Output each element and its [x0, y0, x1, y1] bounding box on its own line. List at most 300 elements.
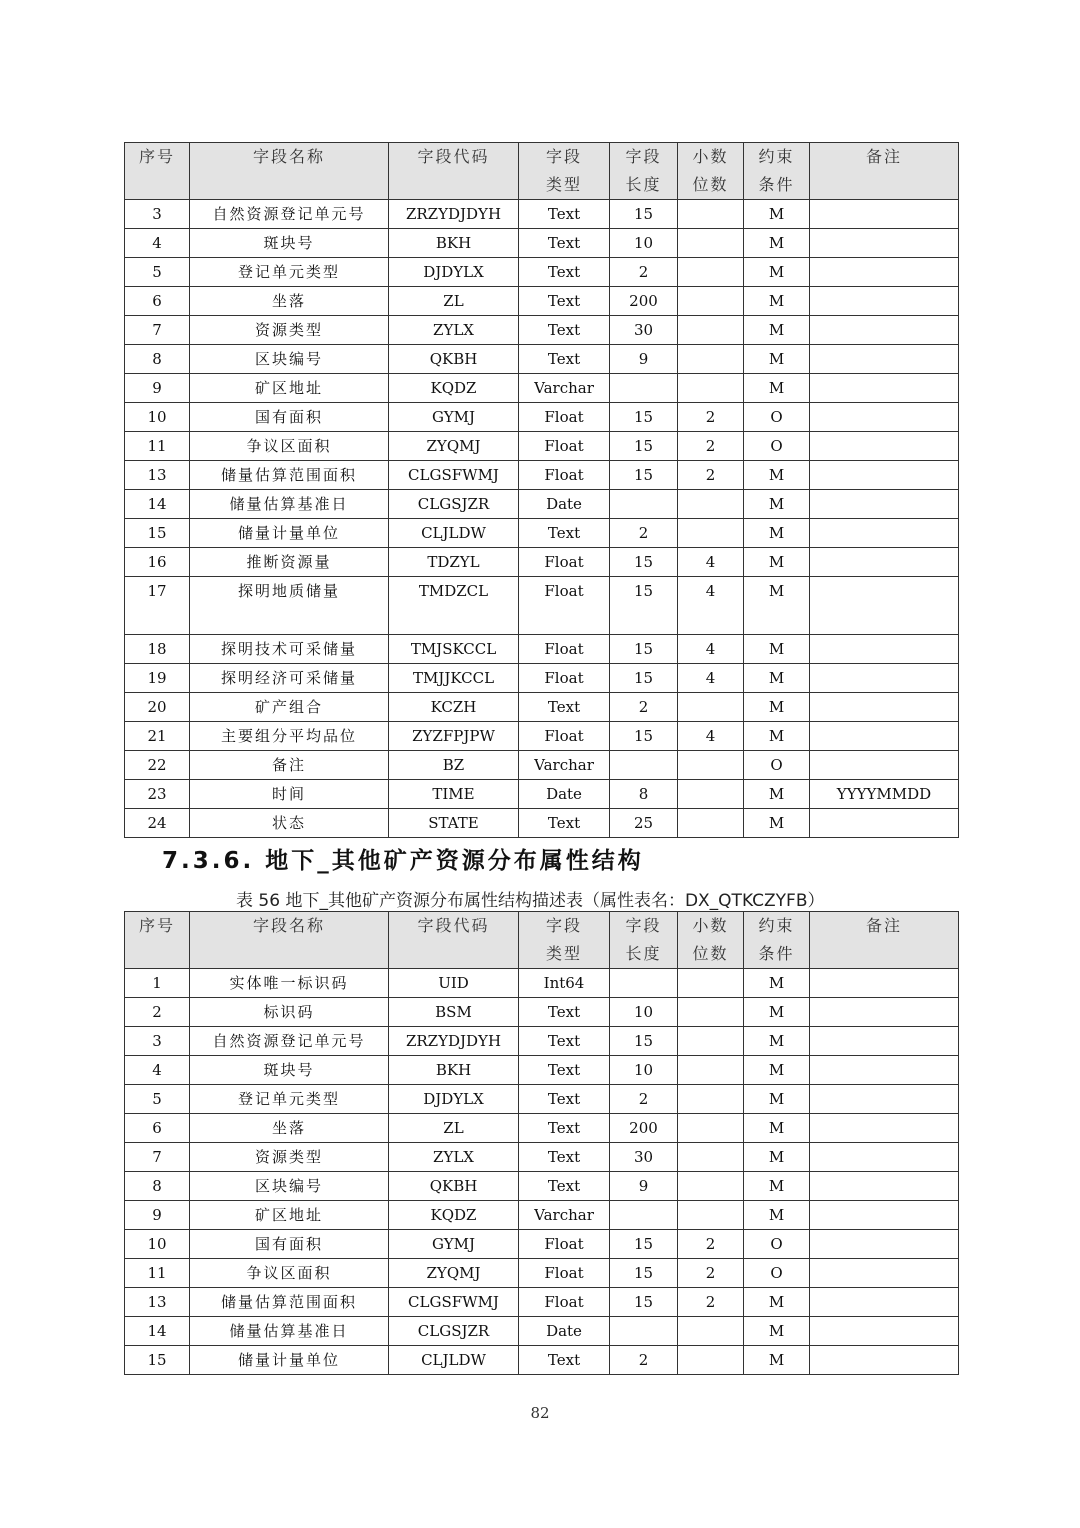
table-row: [125, 809, 959, 838]
cell-type: Text: [519, 998, 610, 1027]
cell-length: 2: [610, 258, 678, 287]
cell-type: Float: [519, 432, 610, 461]
cell-remarks: [810, 1259, 959, 1288]
cell-seq: 11: [125, 1259, 190, 1288]
cell-type: Varchar: [519, 751, 610, 780]
cell-seq: 5: [125, 1085, 190, 1114]
cell-type: Text: [519, 1085, 610, 1114]
cell-decimals: [678, 998, 744, 1027]
cell-code: TDZYL: [389, 548, 519, 577]
cell-decimals: 2: [678, 1288, 744, 1317]
cell-name: 储量计量单位: [190, 519, 389, 548]
cell-constraint: M: [744, 1143, 810, 1172]
cell-code: UID: [389, 969, 519, 998]
cell-type: Text: [519, 200, 610, 229]
table-row: [125, 316, 959, 345]
table-row: [125, 1317, 959, 1346]
cell-seq: 9: [125, 374, 190, 403]
cell-type: Text: [519, 1027, 610, 1056]
cell-remarks: [810, 1143, 959, 1172]
cell-seq: 11: [125, 432, 190, 461]
header-length: 字段 长度: [610, 143, 678, 200]
cell-constraint: M: [744, 490, 810, 519]
cell-type: Varchar: [519, 374, 610, 403]
cell-type: Float: [519, 664, 610, 693]
cell-remarks: [810, 1201, 959, 1230]
cell-constraint: M: [744, 1085, 810, 1114]
header-constraint: 约束 条件: [744, 143, 810, 200]
cell-code: ZYLX: [389, 316, 519, 345]
cell-type: Varchar: [519, 1201, 610, 1230]
cell-seq: 21: [125, 722, 190, 751]
cell-seq: 7: [125, 1143, 190, 1172]
cell-remarks: [810, 200, 959, 229]
cell-seq: 3: [125, 1027, 190, 1056]
cell-decimals: [678, 1085, 744, 1114]
cell-type: Text: [519, 1346, 610, 1375]
table-row: [125, 722, 959, 751]
cell-seq: 4: [125, 1056, 190, 1085]
cell-length: 15: [610, 432, 678, 461]
cell-length: 2: [610, 1346, 678, 1375]
cell-name: 状态: [190, 809, 389, 838]
cell-constraint: M: [744, 1027, 810, 1056]
cell-decimals: [678, 1027, 744, 1056]
table-row: [125, 345, 959, 374]
cell-constraint: M: [744, 374, 810, 403]
cell-length: 9: [610, 345, 678, 374]
cell-length: [610, 751, 678, 780]
table-row: [125, 403, 959, 432]
cell-code: BSM: [389, 998, 519, 1027]
cell-decimals: 4: [678, 664, 744, 693]
cell-type: Text: [519, 1143, 610, 1172]
cell-seq: 13: [125, 461, 190, 490]
table-row: [125, 1259, 959, 1288]
cell-length: 2: [610, 693, 678, 722]
cell-code: ZL: [389, 287, 519, 316]
cell-seq: 22: [125, 751, 190, 780]
header-code: 字段代码: [389, 143, 519, 200]
cell-remarks: [810, 635, 959, 664]
cell-seq: 14: [125, 490, 190, 519]
cell-code: CLGSFWMJ: [389, 461, 519, 490]
cell-constraint: M: [744, 519, 810, 548]
cell-name: 推断资源量: [190, 548, 389, 577]
cell-remarks: [810, 287, 959, 316]
cell-name: 储量估算范围面积: [190, 461, 389, 490]
table-row: [125, 548, 959, 577]
table-row: [125, 432, 959, 461]
header-decimals: 小数 位数: [678, 912, 744, 969]
cell-decimals: [678, 1056, 744, 1085]
table-row: [125, 1346, 959, 1375]
cell-seq: 24: [125, 809, 190, 838]
cell-remarks: [810, 1317, 959, 1346]
cell-seq: 23: [125, 780, 190, 809]
cell-length: [610, 1317, 678, 1346]
cell-decimals: [678, 519, 744, 548]
cell-remarks: [810, 998, 959, 1027]
cell-code: ZL: [389, 1114, 519, 1143]
cell-name: 坐落: [190, 287, 389, 316]
page-number: 82: [530, 1404, 550, 1422]
table-row: [125, 635, 959, 664]
cell-code: ZYQMJ: [389, 432, 519, 461]
cell-decimals: [678, 1114, 744, 1143]
cell-seq: 2: [125, 998, 190, 1027]
cell-remarks: [810, 809, 959, 838]
cell-remarks: [810, 1346, 959, 1375]
cell-type: Float: [519, 461, 610, 490]
cell-code: QKBH: [389, 345, 519, 374]
cell-type: Text: [519, 1114, 610, 1143]
header-remarks: 备注: [810, 912, 959, 969]
cell-constraint: M: [744, 1288, 810, 1317]
cell-code: BKH: [389, 229, 519, 258]
cell-decimals: [678, 1317, 744, 1346]
cell-constraint: M: [744, 998, 810, 1027]
cell-name: 区块编号: [190, 1172, 389, 1201]
cell-code: KCZH: [389, 693, 519, 722]
cell-length: 30: [610, 316, 678, 345]
cell-decimals: [678, 345, 744, 374]
cell-decimals: [678, 490, 744, 519]
table-row: [125, 490, 959, 519]
cell-code: CLGSJZR: [389, 490, 519, 519]
cell-decimals: [678, 1201, 744, 1230]
cell-name: 资源类型: [190, 1143, 389, 1172]
cell-decimals: [678, 1172, 744, 1201]
table-header: [125, 143, 959, 200]
header-name: 字段名称: [190, 912, 389, 969]
cell-seq: 8: [125, 345, 190, 374]
cell-code: DJDYLX: [389, 258, 519, 287]
cell-type: Text: [519, 229, 610, 258]
cell-remarks: [810, 1114, 959, 1143]
cell-decimals: [678, 316, 744, 345]
table-row: [125, 1056, 959, 1085]
cell-type: Float: [519, 577, 610, 635]
header-seq: 序号: [125, 143, 190, 200]
table-row: [125, 461, 959, 490]
cell-length: 10: [610, 998, 678, 1027]
cell-remarks: [810, 1288, 959, 1317]
cell-length: [610, 969, 678, 998]
cell-remarks: [810, 1027, 959, 1056]
table-body: [125, 969, 959, 1375]
cell-name: 标识码: [190, 998, 389, 1027]
cell-constraint: M: [744, 693, 810, 722]
cell-seq: 9: [125, 1201, 190, 1230]
cell-remarks: [810, 693, 959, 722]
cell-seq: 6: [125, 1114, 190, 1143]
cell-decimals: 4: [678, 722, 744, 751]
cell-code: DJDYLX: [389, 1085, 519, 1114]
cell-seq: 15: [125, 519, 190, 548]
table-row: [125, 577, 959, 635]
cell-decimals: [678, 780, 744, 809]
cell-code: ZRZYDJDYH: [389, 1027, 519, 1056]
cell-type: Text: [519, 519, 610, 548]
cell-constraint: M: [744, 1346, 810, 1375]
cell-constraint: M: [744, 258, 810, 287]
cell-decimals: 2: [678, 1230, 744, 1259]
cell-name: 主要组分平均品位: [190, 722, 389, 751]
cell-length: 10: [610, 1056, 678, 1085]
cell-length: 200: [610, 287, 678, 316]
cell-name: 自然资源登记单元号: [190, 200, 389, 229]
cell-decimals: [678, 229, 744, 258]
cell-seq: 20: [125, 693, 190, 722]
cell-constraint: M: [744, 1056, 810, 1085]
cell-seq: 14: [125, 1317, 190, 1346]
cell-name: 国有面积: [190, 1230, 389, 1259]
cell-length: 2: [610, 1085, 678, 1114]
cell-seq: 1: [125, 969, 190, 998]
header-type: 字段 类型: [519, 143, 610, 200]
table-row: [125, 200, 959, 229]
cell-length: 2: [610, 519, 678, 548]
cell-length: 15: [610, 577, 678, 635]
cell-remarks: [810, 229, 959, 258]
cell-code: TMJSKCCL: [389, 635, 519, 664]
cell-decimals: [678, 693, 744, 722]
cell-code: BKH: [389, 1056, 519, 1085]
cell-code: TMJJKCCL: [389, 664, 519, 693]
cell-constraint: M: [744, 287, 810, 316]
cell-type: Text: [519, 345, 610, 374]
cell-code: CLGSJZR: [389, 1317, 519, 1346]
section-heading: 7.3.6. 地下_其他矿产资源分布属性结构: [162, 848, 644, 874]
attribute-table-continued: [124, 142, 959, 838]
table-row: [125, 998, 959, 1027]
cell-name: 矿产组合: [190, 693, 389, 722]
cell-name: 自然资源登记单元号: [190, 1027, 389, 1056]
cell-decimals: [678, 809, 744, 838]
table-row: [125, 1143, 959, 1172]
cell-decimals: [678, 374, 744, 403]
cell-remarks: [810, 1230, 959, 1259]
cell-code: TMDZCL: [389, 577, 519, 635]
cell-name: 坐落: [190, 1114, 389, 1143]
cell-name: 储量计量单位: [190, 1346, 389, 1375]
cell-name: 储量估算范围面积: [190, 1288, 389, 1317]
cell-remarks: [810, 461, 959, 490]
cell-length: 15: [610, 664, 678, 693]
table-row: [125, 1230, 959, 1259]
cell-name: 矿区地址: [190, 1201, 389, 1230]
cell-code: CLJLDW: [389, 1346, 519, 1375]
cell-decimals: 2: [678, 432, 744, 461]
cell-code: STATE: [389, 809, 519, 838]
cell-constraint: O: [744, 751, 810, 780]
cell-length: [610, 374, 678, 403]
header-name: 字段名称: [190, 143, 389, 200]
cell-length: 15: [610, 635, 678, 664]
cell-constraint: M: [744, 229, 810, 258]
table-row: [125, 287, 959, 316]
cell-seq: 6: [125, 287, 190, 316]
cell-type: Float: [519, 635, 610, 664]
cell-name: 实体唯一标识码: [190, 969, 389, 998]
cell-type: Text: [519, 1172, 610, 1201]
cell-seq: 10: [125, 403, 190, 432]
header-length: 字段 长度: [610, 912, 678, 969]
cell-constraint: M: [744, 316, 810, 345]
cell-type: Float: [519, 403, 610, 432]
cell-length: [610, 490, 678, 519]
cell-code: CLGSFWMJ: [389, 1288, 519, 1317]
cell-name: 登记单元类型: [190, 1085, 389, 1114]
table-row: [125, 519, 959, 548]
cell-constraint: O: [744, 403, 810, 432]
cell-length: 8: [610, 780, 678, 809]
header-type: 字段 类型: [519, 912, 610, 969]
cell-length: 15: [610, 1259, 678, 1288]
cell-code: ZRZYDJDYH: [389, 200, 519, 229]
cell-type: Date: [519, 490, 610, 519]
cell-type: Float: [519, 1288, 610, 1317]
cell-type: Float: [519, 548, 610, 577]
cell-code: BZ: [389, 751, 519, 780]
cell-seq: 16: [125, 548, 190, 577]
cell-seq: 18: [125, 635, 190, 664]
cell-seq: 4: [125, 229, 190, 258]
cell-type: Text: [519, 693, 610, 722]
cell-code: ZYLX: [389, 1143, 519, 1172]
cell-seq: 3: [125, 200, 190, 229]
table-row: [125, 969, 959, 998]
cell-remarks: [810, 403, 959, 432]
cell-remarks: [810, 374, 959, 403]
cell-name: 矿区地址: [190, 374, 389, 403]
cell-length: 9: [610, 1172, 678, 1201]
table-row: [125, 1172, 959, 1201]
cell-seq: 19: [125, 664, 190, 693]
cell-remarks: [810, 490, 959, 519]
table-row: [125, 693, 959, 722]
cell-seq: 7: [125, 316, 190, 345]
cell-length: 15: [610, 200, 678, 229]
cell-code: ZYQMJ: [389, 1259, 519, 1288]
cell-decimals: [678, 1143, 744, 1172]
cell-name: 斑块号: [190, 1056, 389, 1085]
cell-remarks: [810, 519, 959, 548]
cell-decimals: 2: [678, 461, 744, 490]
cell-constraint: M: [744, 200, 810, 229]
cell-name: 登记单元类型: [190, 258, 389, 287]
cell-name: 国有面积: [190, 403, 389, 432]
cell-constraint: O: [744, 1259, 810, 1288]
cell-decimals: 2: [678, 403, 744, 432]
table-row: [125, 1114, 959, 1143]
cell-decimals: [678, 287, 744, 316]
cell-code: GYMJ: [389, 403, 519, 432]
cell-code: CLJLDW: [389, 519, 519, 548]
table-row: [125, 1085, 959, 1114]
cell-constraint: M: [744, 1201, 810, 1230]
cell-remarks: [810, 432, 959, 461]
cell-length: [610, 1201, 678, 1230]
cell-constraint: M: [744, 461, 810, 490]
header-seq: 序号: [125, 912, 190, 969]
table-row: [125, 1201, 959, 1230]
cell-length: 15: [610, 403, 678, 432]
cell-seq: 10: [125, 1230, 190, 1259]
cell-length: 200: [610, 1114, 678, 1143]
cell-type: Int64: [519, 969, 610, 998]
cell-constraint: O: [744, 1230, 810, 1259]
cell-decimals: [678, 200, 744, 229]
header-remarks: 备注: [810, 143, 959, 200]
cell-seq: 5: [125, 258, 190, 287]
cell-remarks: [810, 1056, 959, 1085]
table-row: [125, 751, 959, 780]
cell-code: KQDZ: [389, 374, 519, 403]
cell-remarks: [810, 316, 959, 345]
cell-name: 储量估算基准日: [190, 1317, 389, 1346]
cell-constraint: M: [744, 577, 810, 635]
cell-name: 斑块号: [190, 229, 389, 258]
cell-name: 探明经济可采储量: [190, 664, 389, 693]
cell-name: 争议区面积: [190, 1259, 389, 1288]
cell-remarks: [810, 577, 959, 635]
header-code: 字段代码: [389, 912, 519, 969]
table-caption: 表 56 地下_其他矿产资源分布属性结构描述表（属性表名：DX_QTKCZYFB）: [236, 891, 825, 911]
cell-constraint: M: [744, 664, 810, 693]
cell-type: Date: [519, 780, 610, 809]
cell-type: Float: [519, 1259, 610, 1288]
cell-code: KQDZ: [389, 1201, 519, 1230]
header-constraint: 约束 条件: [744, 912, 810, 969]
cell-code: QKBH: [389, 1172, 519, 1201]
cell-code: ZYZFPJPW: [389, 722, 519, 751]
cell-length: 30: [610, 1143, 678, 1172]
table-body: [125, 200, 959, 838]
cell-seq: 15: [125, 1346, 190, 1375]
cell-name: 区块编号: [190, 345, 389, 374]
table-header: [125, 912, 959, 969]
cell-type: Text: [519, 1056, 610, 1085]
cell-constraint: M: [744, 722, 810, 751]
cell-length: 15: [610, 548, 678, 577]
cell-decimals: 4: [678, 577, 744, 635]
table-row: [125, 258, 959, 287]
cell-code: GYMJ: [389, 1230, 519, 1259]
cell-remarks: [810, 258, 959, 287]
cell-remarks: [810, 548, 959, 577]
cell-code: TIME: [389, 780, 519, 809]
cell-length: 10: [610, 229, 678, 258]
cell-length: 25: [610, 809, 678, 838]
cell-seq: 8: [125, 1172, 190, 1201]
cell-name: 储量估算基准日: [190, 490, 389, 519]
cell-name: 探明技术可采储量: [190, 635, 389, 664]
cell-decimals: 2: [678, 1259, 744, 1288]
cell-remarks: [810, 969, 959, 998]
cell-type: Float: [519, 722, 610, 751]
cell-constraint: M: [744, 1317, 810, 1346]
cell-constraint: M: [744, 345, 810, 374]
cell-length: 15: [610, 722, 678, 751]
table-row: [125, 780, 959, 809]
cell-decimals: 4: [678, 548, 744, 577]
cell-remarks: [810, 1172, 959, 1201]
table-row: [125, 1027, 959, 1056]
cell-name: 资源类型: [190, 316, 389, 345]
cell-length: 15: [610, 1288, 678, 1317]
